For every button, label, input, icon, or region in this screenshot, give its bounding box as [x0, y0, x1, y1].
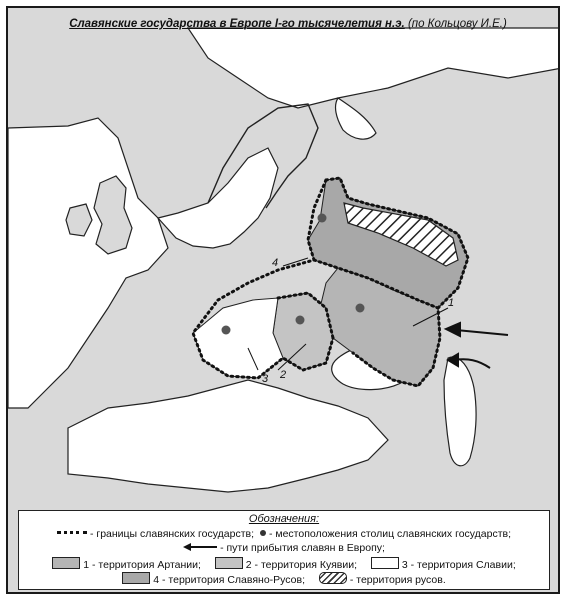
arrow-left-icon	[183, 543, 217, 551]
legend-row-1	[19, 528, 549, 540]
label-1: 1	[448, 297, 455, 309]
legend-borders: - границы славянских государств;	[89, 528, 255, 540]
legend-heading: Обозначения:	[248, 513, 320, 525]
swatch-rus	[319, 572, 347, 584]
swatch-kuyavia	[215, 557, 243, 569]
legend-row-4	[19, 572, 549, 586]
legend-row-2	[19, 542, 549, 554]
legend-capitals: - местоположения столиц славянских государств;	[268, 528, 512, 540]
water	[8, 28, 560, 492]
europe-map	[8, 8, 560, 508]
label-2: 2	[280, 369, 287, 381]
map-title	[68, 18, 508, 30]
legend-artania: 1 - территория Артании;	[83, 559, 201, 571]
british-isles	[94, 176, 132, 254]
map-title-main: Славянские государства в Европе I-го тысячелетия н.э.	[69, 18, 405, 30]
label-3: 3	[262, 373, 269, 385]
legend-row-3	[19, 557, 549, 571]
territory-slavia	[193, 298, 283, 378]
legend-kuyavia: 2 - территория Куявии;	[245, 559, 358, 571]
legend-slavyano-rus: 4 - территория Славяно-Русов;	[153, 574, 306, 586]
swatch-slavia	[371, 557, 399, 569]
capital-symbol	[260, 530, 266, 536]
swatch-artania	[52, 557, 80, 569]
swatch-slavyano-rus	[122, 572, 150, 584]
map-frame	[6, 6, 560, 594]
legend-routes: - пути прибытия славян в Европу;	[220, 542, 385, 554]
migration-routes	[446, 323, 508, 368]
border-symbol	[57, 531, 87, 534]
legend	[18, 510, 550, 590]
map-title-author: (по Кольцову И.Е.)	[407, 18, 507, 30]
legend-rus: - территория русов.	[349, 574, 446, 586]
legend-slavia: 3 - территория Славии;	[401, 559, 516, 571]
label-4: 4	[272, 257, 279, 269]
